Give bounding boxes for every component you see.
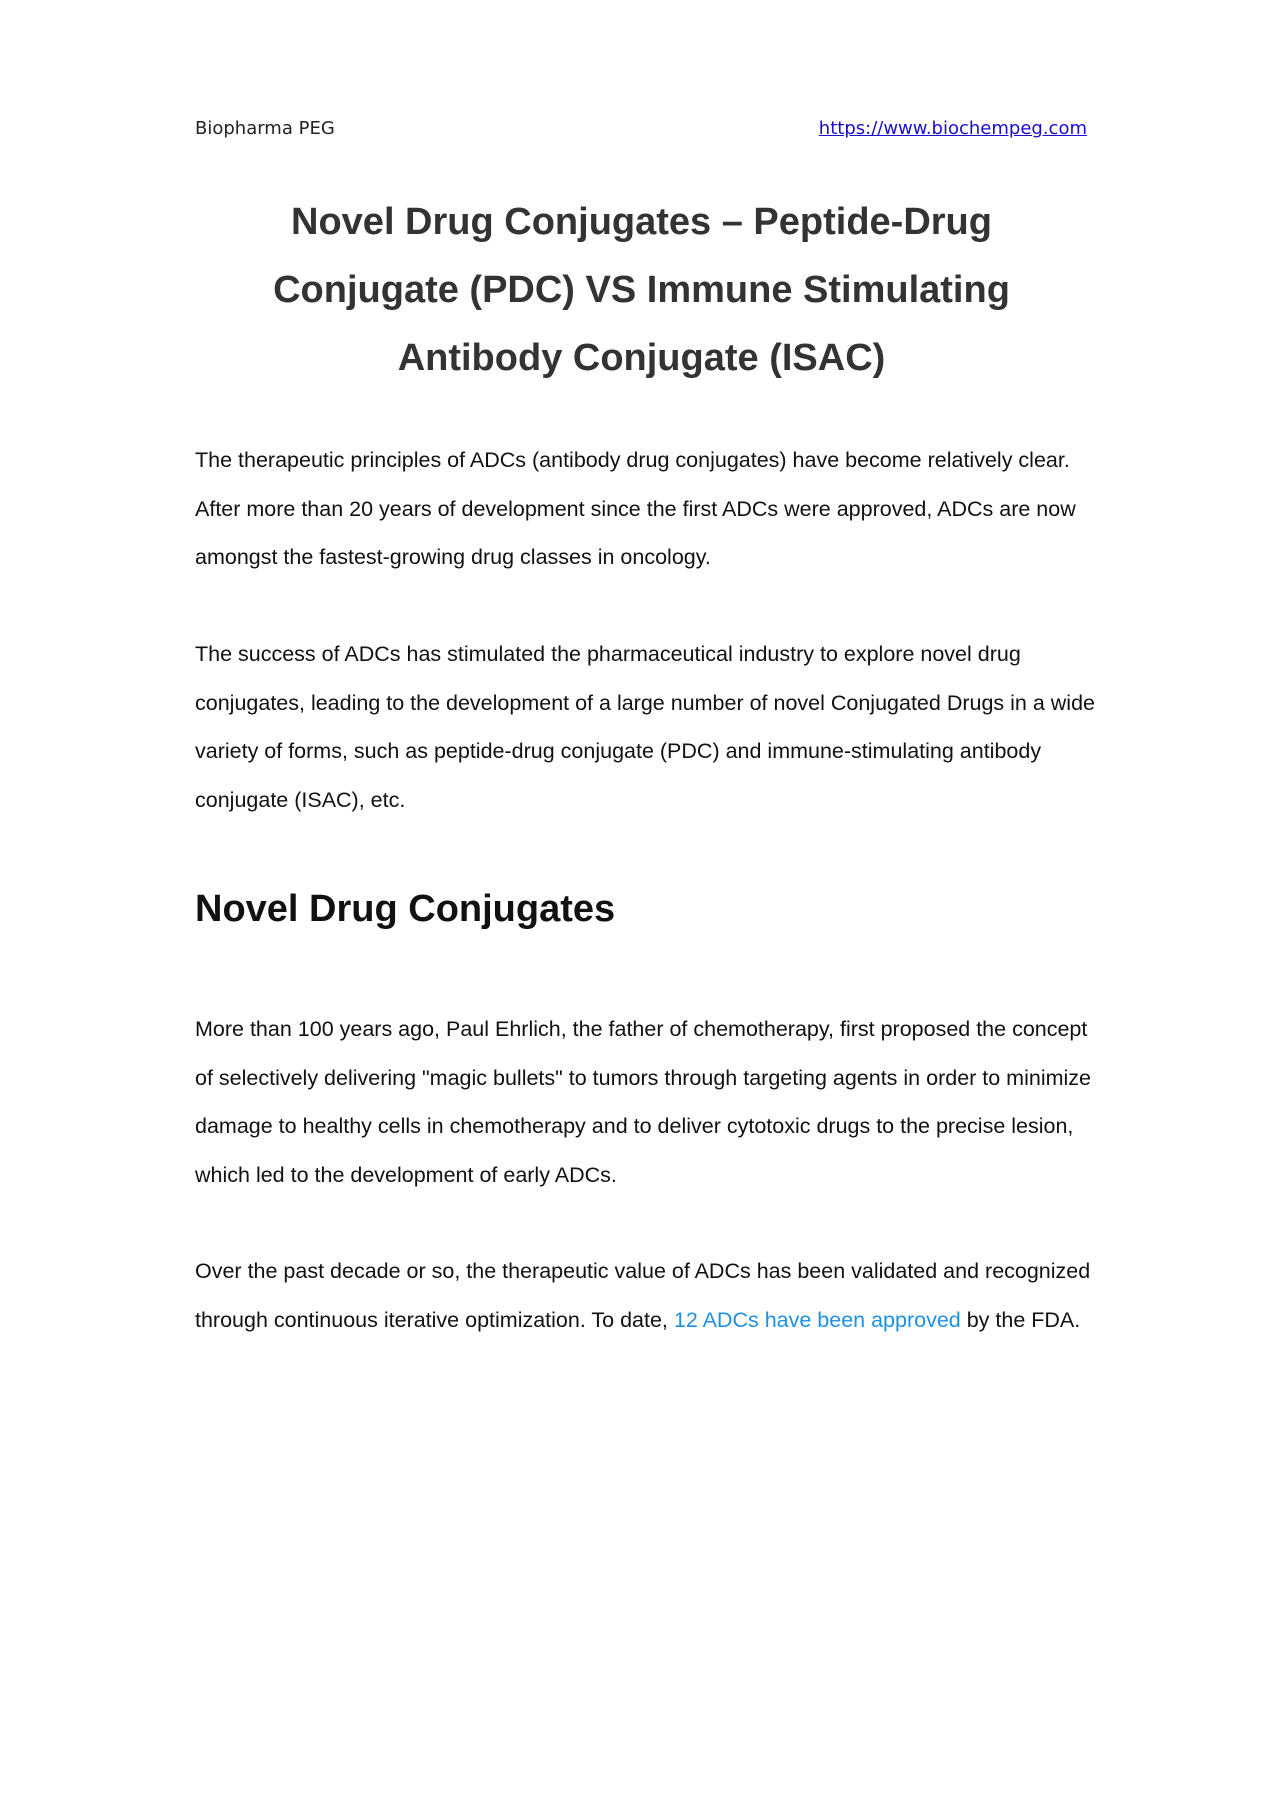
title-line-3: Antibody Conjugate (ISAC)	[397, 337, 886, 379]
approval-text-before: Over the past decade or so, the therapeutic value of ADCs has been validated and recognized through continuous iterative optimization. To date,	[195, 1259, 1091, 1332]
page-header	[195, 118, 1087, 144]
section-heading: Novel Drug Conjugates	[195, 888, 616, 930]
intro-paragraph-1: The therapeutic principles of ADCs (antibody drug conjugates) have become relatively clear. After more than 20 years of development since the first ADCs were approved, ADCs are now amongst the fastest-growing drug classes in oncology.	[195, 448, 1076, 569]
header-brand: Biopharma PEG	[195, 118, 335, 139]
title-line-1: Novel Drug Conjugates – Peptide-Drug	[291, 201, 992, 243]
history-paragraph: More than 100 years ago, Paul Ehrlich, the father of chemotherapy, first proposed the concept of selectively delivering "magic bullets" to tumors through targeting agents in order to minimize damage to healthy cells in chemotherapy and to deliver cytotoxic drugs to the precise lesion, which led to the development of early ADCs.	[195, 1017, 1091, 1187]
intro-paragraph-2: The success of ADCs has stimulated the pharmaceutical industry to explore novel drug conjugates, leading to the development of a large number of novel Conjugated Drugs in a wide variety of forms, such as peptide-drug conjugate (PDC) and immune-stimulating antibody conjugate (ISAC), etc.	[195, 642, 1095, 812]
header-website-link[interactable]: https://www.biochempeg.com	[818, 118, 1087, 139]
approval-text-after: by the FDA.	[960, 1307, 1081, 1332]
title-line-2: Conjugate (PDC) VS Immune Stimulating	[273, 269, 1010, 311]
approval-paragraph	[195, 1247, 1095, 1344]
document-title	[195, 188, 1088, 392]
adc-approved-link[interactable]: 12 ADCs have been approved	[673, 1307, 961, 1332]
